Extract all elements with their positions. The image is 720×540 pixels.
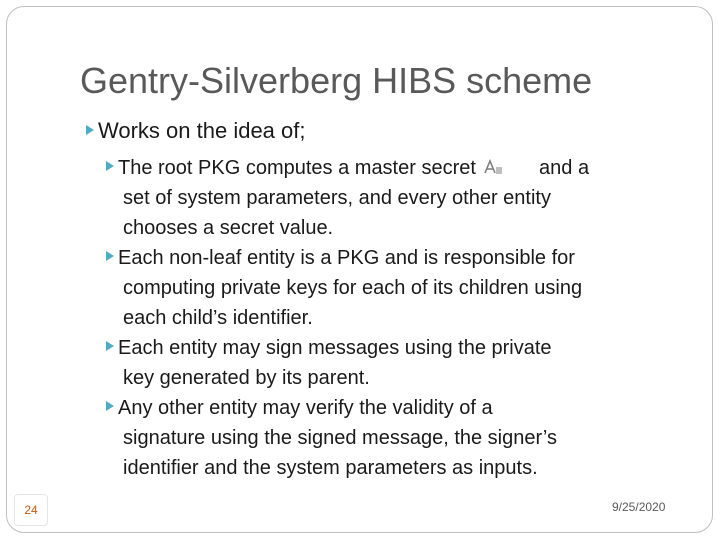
bullet-arrow-icon [86, 125, 94, 135]
slide-title: Gentry-Silverberg HIBS scheme [80, 60, 593, 101]
master-secret-symbol-icon [482, 157, 504, 177]
bullet-line: chooses a secret value. [123, 217, 334, 239]
bullet-line: computing private keys for each of its children using [123, 277, 583, 299]
bullet-text: Each non-leaf entity is a PKG and is responsible for [118, 247, 575, 269]
bullet-item [106, 153, 686, 243]
bullet-line [106, 243, 686, 273]
bullet-line: set of system parameters, and every other entity [123, 187, 551, 209]
bullet-item [106, 393, 686, 483]
bullet-item [106, 243, 686, 333]
bullet-arrow-icon [106, 161, 114, 171]
bullet-arrow-icon [106, 251, 114, 261]
bullet-text: Each entity may sign messages using the private [118, 337, 552, 359]
bullet-line [106, 153, 686, 183]
slide-number: 24 [14, 494, 48, 526]
bullet-text: and a [539, 157, 590, 179]
bullet-line: signature using the signed message, the signer’s [123, 427, 557, 449]
bullet-line: each child’s identifier. [123, 307, 313, 329]
bullet-arrow-icon [106, 341, 114, 351]
bullet-line: key generated by its parent. [123, 367, 370, 389]
bullet-text: The root PKG computes a master secret [118, 157, 476, 179]
bullet-item [106, 333, 686, 393]
bullet-arrow-icon [106, 401, 114, 411]
bullet-line: identifier and the system parameters as inputs. [123, 457, 538, 479]
bullet-text: Any other entity may verify the validity of a [118, 397, 493, 419]
intro-text: Works on the idea of; [98, 118, 306, 143]
bullet-line [106, 393, 686, 423]
bullet-line [106, 333, 686, 363]
intro-line [86, 118, 306, 144]
slide-date: 9/25/2020 [612, 500, 666, 514]
